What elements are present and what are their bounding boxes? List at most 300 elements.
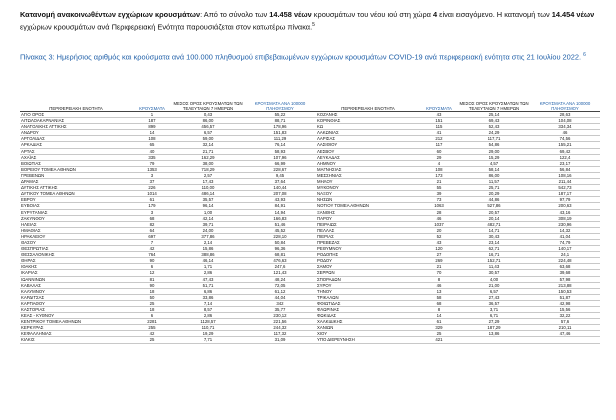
cell-mean-7d: 7,14 [172, 300, 244, 306]
cell-per-100k: 39,68 [530, 270, 600, 276]
cell-mean-7d: 14,71 [458, 227, 530, 233]
cell-per-100k: 97,79 [530, 197, 600, 203]
cell-region: ΜΑΓΝΗΣΙΑΣ [316, 166, 420, 172]
cell-per-100k: 15,56 [530, 307, 600, 313]
cell-mean-7d: 1,00 [172, 209, 244, 215]
intro-domestic-cases: 14.454 νέων [551, 10, 595, 19]
cell-cases: 1014 [132, 191, 172, 197]
cell-region: ΚΑΒΑΛΑΣ [20, 282, 132, 288]
cell-mean-7d: 96,14 [172, 203, 244, 209]
cell-mean-7d: 6,57 [172, 130, 244, 136]
cell-cases: 81 [132, 276, 172, 282]
cell-mean-7d: 27,43 [458, 294, 530, 300]
cell-region: ΑΡΓΟΛΙΔΑΣ [20, 136, 132, 142]
cell-cases: 421 [420, 337, 458, 343]
cell-per-100k: 84,91 [244, 203, 316, 209]
cell-mean-7d: 162,29 [172, 154, 244, 160]
cell-region: ΧΙΟΥ [316, 331, 420, 337]
cell-cases: 61 [132, 197, 172, 203]
cell-region: ΜΗΛΟΥ [316, 179, 420, 185]
intro-bold-heading: Κατανομή ανακοινωθέντων εγχώριων κρουσμάτων [20, 10, 201, 19]
cell-per-100k: 51,46 [244, 221, 316, 227]
cell-mean-7d: 6,86 [172, 288, 244, 294]
cell-per-100k: 244,32 [244, 325, 316, 331]
cell-mean-7d: 38,00 [172, 160, 244, 166]
cell-per-100k: 58,93 [244, 148, 316, 154]
cell-cases: 255 [132, 325, 172, 331]
cell-per-100k: 108,16 [530, 172, 600, 178]
cell-per-100k: 230,96 [530, 221, 600, 227]
cell-mean-7d: 187,29 [458, 325, 530, 331]
cell-per-100k: 45,52 [244, 227, 316, 233]
cell-region: ΙΘΑΚΗΣ [20, 264, 132, 270]
cell-cases: 61 [420, 319, 458, 325]
cell-region: ΦΘΙΩΤΙΔΑΣ [316, 300, 420, 306]
cell-mean-7d: 25,71 [458, 185, 530, 191]
cell-per-100k: 111,29 [244, 136, 316, 142]
cell-per-100k: 66,99 [244, 160, 316, 166]
cell-cases: 2281 [132, 319, 172, 325]
cell-region: ΙΩΑΝΝΙΝΩΝ [20, 276, 132, 282]
cell-region: ΠΑΡΟΥ [316, 215, 420, 221]
cell-region: ΘΗΡΑΣ [20, 258, 132, 264]
cell-per-100k: 74,79 [530, 239, 600, 245]
cell-region: ΓΡΕΒΕΝΩΝ [20, 172, 132, 178]
cell-mean-7d: 527,86 [458, 203, 530, 209]
cell-cases: 764 [132, 252, 172, 258]
cell-cases: 18 [132, 288, 172, 294]
cell-region: ΠΕΛΛΑΣ [316, 227, 420, 233]
cell-per-100k: 342 [244, 300, 316, 306]
cell-region: ΔΥΤΙΚΟΥ ΤΟΜΕΑ ΑΘΗΝΩΝ [20, 191, 132, 197]
cell-region: ΗΡΑΚΛΕΙΟΥ [20, 233, 132, 239]
cell-cases: 73 [420, 197, 458, 203]
cell-per-100k: 61,12 [244, 288, 316, 294]
cell-per-100k: 155,21 [530, 142, 600, 148]
cell-per-100k: 37,64 [244, 179, 316, 185]
cell-region: ΜΥΚΟΝΟΥ [316, 185, 420, 191]
cell-cases: 79 [132, 160, 172, 166]
cell-cases: 14 [420, 313, 458, 319]
cell-cases: 212 [420, 136, 458, 142]
cell-cases: 269 [420, 258, 458, 264]
cell-cases: 8 [420, 276, 458, 282]
cell-mean-7d: 11,43 [458, 264, 530, 270]
cell-mean-7d: 2,86 [172, 313, 244, 319]
cell-cases: 14 [132, 130, 172, 136]
intro-total-cases: 14.458 νέων [269, 10, 312, 19]
cell-mean-7d: 20,29 [458, 191, 530, 197]
cell-cases: 3 [132, 209, 172, 215]
cell-cases: 115 [420, 124, 458, 130]
cell-cases: 6 [132, 264, 172, 270]
cell-per-100k: 32,22 [530, 313, 600, 319]
cell-per-100k: 187,17 [530, 191, 600, 197]
cell-per-100k: 122,4 [530, 154, 600, 160]
cell-region: ΕΥΒΟΙΑΣ [20, 203, 132, 209]
cell-mean-7d: 51,71 [172, 282, 244, 288]
cell-cases: 68 [132, 215, 172, 221]
cell-cases: 50 [132, 294, 172, 300]
cell-region: ΑΙΤΩΛΟΑΚΑΡΝΑΝΙΑΣ [20, 118, 132, 124]
cell-per-100k: 117,32 [244, 331, 316, 337]
cell-per-100k: 41,04 [530, 233, 600, 239]
intro-imported-count: 4 [432, 10, 438, 19]
cell-per-100k: 207,08 [244, 191, 316, 197]
cell-per-100k: 247,6 [244, 264, 316, 270]
cell-mean-7d: 86,00 [172, 118, 244, 124]
cell-cases: 43 [420, 239, 458, 245]
cell-region: ΚΕΑΣ - ΚΥΘΝΟΥ [20, 313, 132, 319]
cell-region: ΧΑΛΚΙΔΙΚΗΣ [316, 319, 420, 325]
cell-cases: 899 [132, 124, 172, 130]
cell-per-100k: 308,19 [530, 215, 600, 221]
cell-mean-7d: 19,29 [172, 331, 244, 337]
cell-per-100k: 230,12 [244, 313, 316, 319]
cell-per-100k: 44,04 [244, 294, 316, 300]
cell-region: ΝΑΞΟΥ [316, 191, 420, 197]
cell-mean-7d: 47,43 [172, 276, 244, 282]
cell-region: ΜΕΣΣΗΝΙΑΣ [316, 172, 420, 178]
cell-cases: 3 [132, 172, 172, 178]
cell-mean-7d: 36,57 [458, 300, 530, 306]
cell-region: ΖΑΚΥΝΘΟΥ [20, 215, 132, 221]
intro-text-3: είναι εισαγόμενο. Η κατανομή των [437, 10, 552, 19]
cell-region: ΒΟΡΕΙΟΥ ΤΟΜΕΑ ΑΘΗΝΩΝ [20, 166, 132, 172]
cell-per-100k: 55,22 [244, 112, 316, 118]
cell-region: ΑΝΔΡΟΥ [20, 130, 132, 136]
cell-cases: 18 [132, 307, 172, 313]
cell-per-100k: 213,88 [530, 282, 600, 288]
cell-per-100k: 48,24 [244, 276, 316, 282]
cell-cases: 29 [420, 154, 458, 160]
header-mean-7d: ΜΕΣΟΣ ΟΡΟΣ ΚΡΟΥΣΜΑΤΩΝ ΤΩΝ ΤΕΛΕΥΤΑΙΩΝ 7 ΗΜΕΡΩΝ [458, 87, 530, 112]
cell-per-100k: 334,34 [530, 124, 600, 130]
cell-mean-7d: 15,86 [172, 246, 244, 252]
cell-mean-7d: 6,57 [458, 288, 530, 294]
cell-per-100k: 68,81 [244, 252, 316, 258]
cell-cases: 697 [132, 233, 172, 239]
cell-mean-7d: 21,71 [172, 148, 244, 154]
cell-region: ΝΗΣΩΝ [316, 197, 420, 203]
cell-cases: 187 [132, 118, 172, 124]
cell-cases: 6 [132, 313, 172, 319]
cell-mean-7d: 1,71 [172, 264, 244, 270]
cell-region: ΚΕΝΤΡΙΚΟΥ ΤΟΜΕΑ ΑΘΗΝΩΝ [20, 319, 132, 325]
cell-cases: 64 [132, 227, 172, 233]
cell-mean-7d: 59,00 [172, 136, 244, 142]
cell-cases: 179 [132, 203, 172, 209]
header-region: ΠΕΡΙΦΕΡΕΙΑΚΗ ΕΝΟΤΗΤΑ [20, 87, 132, 112]
cell-cases: 90 [132, 258, 172, 264]
cell-mean-7d: 86,00 [458, 172, 530, 178]
cell-cases: 1037 [420, 221, 458, 227]
cell-mean-7d: 29,00 [458, 148, 530, 154]
cell-mean-7d: 13,86 [458, 331, 530, 337]
cell-cases: 12 [132, 270, 172, 276]
intro-text-1: : Από το σύνολο των [200, 10, 270, 19]
cell-cases: 43 [420, 112, 458, 118]
cell-cases: 1063 [420, 203, 458, 209]
cell-cases: 25 [420, 331, 458, 337]
cell-cases: 58 [420, 294, 458, 300]
cell-region: ΤΡΙΚΑΛΩΝ [316, 294, 420, 300]
cell-region: ΡΕΘΥΜΝΟΥ [316, 246, 420, 252]
cell-per-100k: 56,84 [530, 166, 600, 172]
cell-per-100k: 46 [530, 130, 600, 136]
cell-per-100k: 211,44 [530, 179, 600, 185]
intro-text-4: εγχώριων κρουσμάτων ανά Περιφερειακή Ενότητα παρουσιάζεται στον κατωτέρω πίνακα. [20, 22, 313, 32]
cell-region: ΘΕΣΣΑΛΟΝΙΚΗΣ [20, 252, 132, 258]
cell-region: ΚΕΡΚΥΡΑΣ [20, 325, 132, 331]
cell-mean-7d: 4,00 [458, 276, 530, 282]
cell-mean-7d: 21,00 [458, 282, 530, 288]
cell-per-100k: 542,73 [530, 185, 600, 191]
intro-footnote-ref: 5 [312, 22, 315, 29]
cell-region: ΛΗΜΝΟΥ [316, 160, 420, 166]
cell-cases: 117 [420, 142, 458, 148]
cell-region: ΔΥΤΙΚΗΣ ΑΤΤΙΚΗΣ [20, 185, 132, 191]
cell-region: ΑΡΤΑΣ [20, 148, 132, 154]
cell-region: ΣΑΜΟΥ [316, 264, 420, 270]
cell-cases: 25 [132, 337, 172, 343]
cell-cases: 40 [132, 148, 172, 154]
cell-region: ΚΑΡΠΑΘΟΥ [20, 300, 132, 306]
cell-mean-7d: 6,71 [458, 313, 530, 319]
cell-cases: 39 [420, 191, 458, 197]
cell-cases: 151 [420, 118, 458, 124]
header-per-100k: ΚΡΟΥΣΜΑΤΑ ΑΝΑ 100000 ΠΛΗΘΥΣΜΟΥ [530, 87, 600, 112]
table-left-body [20, 112, 316, 344]
cell-cases: 27 [420, 252, 458, 258]
cell-mean-7d: 39,71 [172, 221, 244, 227]
cell-region: ΦΩΚΙΔΑΣ [316, 313, 420, 319]
cell-cases: 60 [420, 148, 458, 154]
cell-region: ΑΧΑΪΑΣ [20, 154, 132, 160]
header-cases: ΚΡΟΥΣΜΑΤΑ [132, 87, 172, 112]
cell-cases: 82 [132, 221, 172, 227]
cell-cases: 90 [132, 282, 172, 288]
cell-per-100k: 178,96 [244, 124, 316, 130]
cell-region: ΠΡΕΒΕΖΑΣ [316, 239, 420, 245]
cell-mean-7d: 30,57 [458, 270, 530, 276]
header-cases: ΚΡΟΥΣΜΑΤΑ [420, 87, 458, 112]
cell-region: ΘΑΣΟΥ [20, 239, 132, 245]
cell-cases: 55 [420, 185, 458, 191]
cell-region: ΕΒΡΟΥ [20, 197, 132, 203]
cell-per-100k: 121,43 [244, 270, 316, 276]
cell-per-100k: 50,84 [244, 239, 316, 245]
cell-cases: 65 [132, 142, 172, 148]
cell-per-100k: 210,11 [530, 325, 600, 331]
cell-mean-7d: 3,71 [458, 307, 530, 313]
cell-per-100k: 14,94 [244, 209, 316, 215]
cell-cases: 7 [132, 239, 172, 245]
cell-mean-7d: 2,57 [172, 172, 244, 178]
cell-per-100k: 24,1 [530, 252, 600, 258]
cell-region: ΔΡΑΜΑΣ [20, 179, 132, 185]
cell-region: ΑΡΚΑΔΙΑΣ [20, 142, 132, 148]
cell-per-100k: 104,08 [530, 118, 600, 124]
cell-per-100k: 140,44 [244, 185, 316, 191]
cell-mean-7d: 30,43 [458, 233, 530, 239]
cell-per-100k: 88,71 [244, 118, 316, 124]
cell-cases: 28 [420, 209, 458, 215]
caption-footnote-ref: 6 [583, 52, 586, 58]
cell-per-100k: 23,17 [530, 160, 600, 166]
cell-region: ΚΟΖΑΝΗΣ [316, 112, 420, 118]
cell-mean-7d: 11,57 [458, 179, 530, 185]
cell-region: ΚΑΡΔΙΤΣΑΣ [20, 294, 132, 300]
cell-per-100k: 228,10 [244, 233, 316, 239]
cell-mean-7d: 15,29 [458, 154, 530, 160]
cell-mean-7d: 33,86 [172, 294, 244, 300]
cell-mean-7d: 377,86 [172, 233, 244, 239]
cell-mean-7d: 58,14 [458, 166, 530, 172]
cell-per-100k [530, 337, 600, 343]
cell-per-100k: 140,17 [530, 246, 600, 252]
cell-mean-7d: 32,14 [172, 142, 244, 148]
cell-cases: 52 [420, 233, 458, 239]
cell-per-100k: 228,67 [244, 166, 316, 172]
cell-region: ΣΕΡΡΩΝ [316, 270, 420, 276]
cell-mean-7d: 1128,57 [172, 319, 244, 325]
cell-region: ΚΟΡΙΝΘΙΑΣ [316, 118, 420, 124]
cell-cases: 1 [132, 112, 172, 118]
cell-cases: 68 [420, 300, 458, 306]
cell-cases: 108 [420, 166, 458, 172]
cell-cases: 21 [420, 179, 458, 185]
cell-region: ΠΙΕΡΙΑΣ [316, 233, 420, 239]
cell-per-100k: 96,36 [244, 246, 316, 252]
cell-mean-7d: 54,86 [458, 142, 530, 148]
table-left-half [20, 87, 316, 344]
cell-per-100k: 76,14 [244, 142, 316, 148]
cell-mean-7d: 4,57 [458, 160, 530, 166]
cell-per-100k: 57,98 [530, 276, 600, 282]
cell-region: ΛΑΣΙΘΙΟΥ [316, 142, 420, 148]
cell-region: ΧΑΝΙΩΝ [316, 325, 420, 331]
cell-region: ΑΓΙΟ ΟΡΟΣ [20, 112, 132, 118]
cell-mean-7d: 52,43 [458, 124, 530, 130]
cell-region: ΚΑΛΥΜΝΟΥ [20, 288, 132, 294]
cell-region: ΕΥΡΥΤΑΝΙΑΣ [20, 209, 132, 215]
cell-mean-7d: 718,29 [172, 166, 244, 172]
cell-mean-7d: 42,14 [172, 215, 244, 221]
cell-region: ΣΥΡΟΥ [316, 282, 420, 288]
header-region: ΠΕΡΙΦΕΡΕΙΑΚΗ ΕΝΟΤΗΤΑ [316, 87, 420, 112]
cell-mean-7d: 388,86 [172, 252, 244, 258]
cell-per-100k: 166,83 [244, 215, 316, 221]
cell-mean-7d: 25,14 [458, 112, 530, 118]
cell-mean-7d: 20,14 [458, 215, 530, 221]
cell-per-100k: 42,98 [530, 300, 600, 306]
cell-region: ΛΑΡΙΣΑΣ [316, 136, 420, 142]
cell-region: ΚΙΛΚΙΣ [20, 337, 132, 343]
cell-mean-7d: 110,71 [172, 325, 244, 331]
cell-mean-7d: 24,29 [458, 130, 530, 136]
cell-region: ΙΚΑΡΙΑΣ [20, 270, 132, 276]
cell-region: ΗΜΑΘΙΑΣ [20, 227, 132, 233]
table-row [316, 337, 600, 343]
cell-cases: 21 [420, 264, 458, 270]
cell-region: ΗΛΕΙΑΣ [20, 221, 132, 227]
intro-paragraph [20, 10, 602, 33]
cell-region: ΤΗΝΟΥ [316, 288, 420, 294]
cell-per-100k: 107,96 [244, 154, 316, 160]
header-per-100k: ΚΡΟΥΣΜΑΤΑ ΑΝΑ 100000 ΠΛΗΘΥΣΜΟΥ [244, 87, 316, 112]
cell-mean-7d: 20,57 [458, 209, 530, 215]
cell-mean-7d: 35,57 [172, 197, 244, 203]
cell-mean-7d: 152,71 [458, 258, 530, 264]
cell-region: ΑΝΑΤΟΛΙΚΗΣ ΑΤΤΙΚΗΣ [20, 124, 132, 130]
cell-region: ΚΩ [316, 124, 420, 130]
cell-cases: 4 [420, 160, 458, 166]
cell-per-100k: 63,68 [530, 264, 600, 270]
cell-region: ΒΟΙΩΤΙΑΣ [20, 160, 132, 166]
cell-region: ΛΕΣΒΟΥ [316, 148, 420, 154]
cell-mean-7d: 27,29 [458, 319, 530, 325]
cell-mean-7d: 69,43 [458, 118, 530, 124]
cell-region: ΚΕΦΑΛΛΗΝΙΑΣ [20, 331, 132, 337]
cell-cases: 70 [420, 270, 458, 276]
cell-region: ΡΟΔΟΥ [316, 258, 420, 264]
cell-cases: 13 [420, 288, 458, 294]
cell-cases: 329 [420, 325, 458, 331]
cell-mean-7d: 482,71 [458, 221, 530, 227]
cell-region: ΚΑΣΤΟΡΙΑΣ [20, 307, 132, 313]
cell-per-100k: 221,56 [244, 319, 316, 325]
cell-per-100k: 200,63 [530, 203, 600, 209]
cell-mean-7d: 2,14 [172, 239, 244, 245]
cell-per-100k: 31,09 [244, 337, 316, 343]
caption-text: Πίνακας 3: Ημερήσιος αριθμός και κρούσματα ανά 100.000 πληθυσμού επιβεβαιωμένων εγχώριων κρουσμάτων COVID-19 ανά περιφερειακή ενότητα στις 21 Ιουλίου 2022. [20, 52, 582, 62]
cell-cases: 42 [132, 246, 172, 252]
cell-per-100k: 72,05 [244, 282, 316, 288]
cell-cases: 120 [420, 246, 458, 252]
cell-cases: 173 [420, 172, 458, 178]
table-right-half [316, 87, 600, 344]
cell-mean-7d: 8,57 [172, 307, 244, 313]
cell-cases: 46 [420, 282, 458, 288]
header-mean-7d: ΜΕΣΟΣ ΟΡΟΣ ΚΡΟΥΣΜΑΤΩΝ ΤΩΝ ΤΕΛΕΥΤΑΙΩΝ 7 ΗΜΕΡΩΝ [172, 87, 244, 112]
cell-region: ΛΑΚΩΝΙΑΣ [316, 130, 420, 136]
cell-cases: 335 [132, 154, 172, 160]
cell-region: ΠΕΙΡΑΙΩΣ [316, 221, 420, 227]
cell-per-100k: 476,63 [244, 258, 316, 264]
cell-cases: 20 [420, 227, 458, 233]
cell-per-100k: 151,83 [244, 130, 316, 136]
cell-mean-7d: 23,14 [458, 239, 530, 245]
cell-per-100k: 43,16 [530, 209, 600, 215]
cell-mean-7d: 24,00 [172, 227, 244, 233]
cell-cases: 37 [132, 179, 172, 185]
cell-per-100k: 35,77 [244, 307, 316, 313]
cell-per-100k: 74,56 [530, 136, 600, 142]
intro-text-2: κρουσμάτων του νέου ιού στη χώρα [311, 10, 433, 19]
cell-per-100k: 69,42 [530, 148, 600, 154]
cell-mean-7d: 17,43 [172, 179, 244, 185]
cell-cases: 25 [132, 300, 172, 306]
cell-per-100k: 14,32 [530, 227, 600, 233]
cell-region: ΘΕΣΠΡΩΤΙΑΣ [20, 246, 132, 252]
cell-cases: 108 [132, 136, 172, 142]
cell-mean-7d: 16,71 [458, 252, 530, 258]
table-row [20, 337, 316, 343]
cell-mean-7d: 117,71 [458, 136, 530, 142]
table-right-body [316, 112, 600, 344]
cell-region: ΝΟΤΙΟΥ ΤΟΜΕΑ ΑΘΗΝΩΝ [316, 203, 420, 209]
